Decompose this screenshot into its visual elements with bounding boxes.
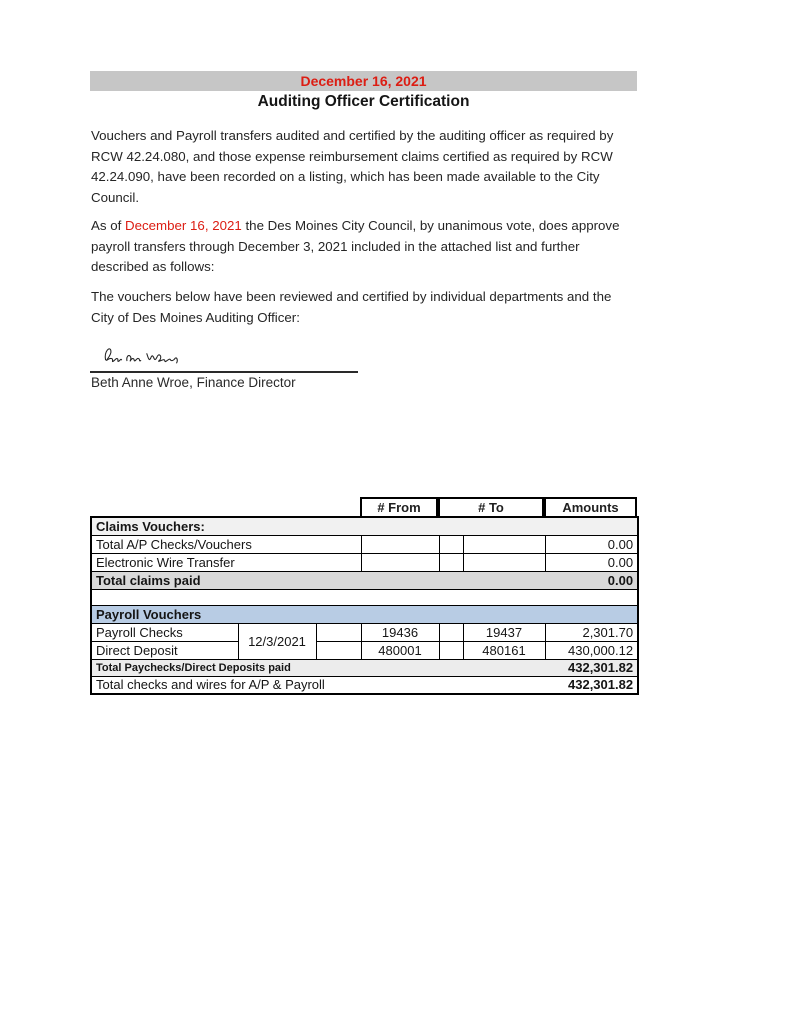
grand-total-label: Total checks and wires for A/P & Payroll [96,677,325,693]
table-row-payroll-checks [91,623,638,641]
banner-date-text: December 16, 2021 [300,73,427,89]
signature-line [90,371,358,373]
grand-total-row [91,676,638,694]
spacer-row [91,589,638,605]
paragraph-certification: Vouchers and Payroll transfers audited and certified by the auditing officer as required by RCW 42.24.080, and those expense reimbursement claims certified as required by RCW 42.24.090, have been recorded on a listing, which has been made available to the City Council. [91,128,614,205]
total-claims-label: Total claims paid [96,572,201,588]
row-label: Payroll Checks [91,623,238,641]
col-header-to: # To [438,497,544,516]
row-label: Total A/P Checks/Vouchers [91,535,361,553]
col-header-amounts: Amounts [544,497,637,516]
spacer-cell [439,623,463,641]
row-label: Direct Deposit [91,641,238,659]
payroll-section-label: Payroll Vouchers [91,605,638,623]
payroll-section-header-row [91,605,638,623]
total-claims-amount: 0.00 [607,572,634,588]
total-paychecks-row [91,659,638,676]
paragraph-approval [91,216,634,278]
approval-date-highlight: December 16, 2021 [125,218,242,233]
paragraph-review: The vouchers below have been reviewed and certified by individual departments and the City of Des Moines Auditing Officer: [91,289,612,325]
approval-suffix: the Des Moines City Council, by unanimous vote, does approve payroll transfers through December 3, 2021 included in the attached list and further described as follows: [91,218,620,274]
row-label: Electronic Wire Transfer [91,553,361,571]
claims-section-label: Claims Vouchers: [91,517,638,535]
row-to-value [463,553,545,571]
table-row-electronic-wire [91,553,638,571]
approval-prefix: As of [91,218,125,233]
grand-total-amount: 432,301.82 [568,677,634,693]
page-title: Auditing Officer Certification [257,93,470,110]
spacer-cell [439,641,463,659]
table-header-row [90,497,637,516]
row-from-value: 480001 [361,641,439,659]
row-to-value: 480161 [463,641,545,659]
row-from-value [361,535,439,553]
total-paychecks-amount: 432,301.82 [568,660,634,675]
table-row-direct-deposit [91,641,638,659]
payroll-date-cell: 12/3/2021 [238,623,316,659]
spacer-cell [439,553,463,571]
table-row-total-ap-checks [91,535,638,553]
spacer-cell [439,535,463,553]
row-amount: 430,000.12 [545,641,638,659]
voucher-summary-table [90,497,637,695]
total-paychecks-label: Total Paychecks/Direct Deposits paid [96,661,291,674]
row-to-value: 19437 [463,623,545,641]
row-from-value: 19436 [361,623,439,641]
row-amount: 0.00 [545,535,638,553]
spacer-cell [316,623,361,641]
row-amount: 2,301.70 [545,623,638,641]
spacer-cell [316,641,361,659]
row-amount: 0.00 [545,553,638,571]
claims-section-header-row [91,517,638,535]
row-from-value [361,553,439,571]
col-header-from: # From [360,497,438,516]
row-to-value [463,535,545,553]
total-claims-paid-row [91,571,638,589]
signature-handwriting-icon [100,343,186,369]
signature-name-title: Beth Anne Wroe, Finance Director [91,375,296,390]
date-banner [90,71,637,91]
